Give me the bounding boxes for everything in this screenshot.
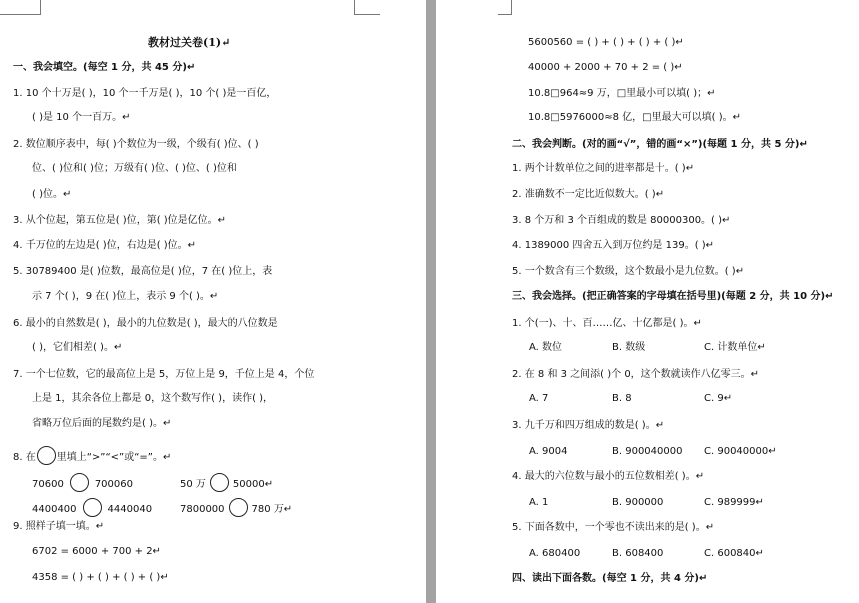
- q8-prefix: 8. 在: [13, 452, 36, 463]
- page-gutter: [426, 0, 436, 603]
- compare-row: [32, 473, 133, 492]
- choice-option-b: B. 8: [612, 393, 632, 404]
- crop-mark: [40, 0, 41, 15]
- section-heading: 一、我会填空。(每空 1 分，共 45 分)↵: [13, 62, 196, 73]
- compare-left: 50 万: [180, 479, 206, 490]
- crop-mark: [355, 14, 380, 15]
- question-line: 2. 数位顺序表中，每( )个数位为一级，个级有( )位、( ): [13, 139, 259, 150]
- right-page: [436, 0, 859, 603]
- compare-circle[interactable]: [210, 473, 229, 492]
- question-line: ( )是 10 个一百万。↵: [32, 112, 131, 123]
- section-heading: 四、读出下面各数。(每空 1 分，共 4 分)↵: [512, 573, 708, 584]
- crop-mark: [511, 0, 512, 15]
- compare-row: [180, 498, 292, 517]
- question-line: 9. 照样子填一填。↵: [13, 521, 105, 532]
- question-line: 6. 最小的自然数是( )，最小的九位数是( )，最大的八位数是: [13, 318, 278, 329]
- question-line: 4. 千万位的左边是( )位，右边是( )位。↵: [13, 240, 197, 251]
- compare-circle[interactable]: [83, 498, 102, 517]
- compare-left: 7800000: [180, 504, 225, 515]
- compare-right: 780 万↵: [251, 504, 293, 515]
- choice-question: 1. 个(一)、十、百……亿、十亿都是( )。↵: [512, 318, 702, 329]
- question-line: 3. 从个位起，第五位是( )位，第( )位是亿位。↵: [13, 215, 227, 226]
- compare-circle[interactable]: [70, 473, 89, 492]
- question-line: 省略万位后面的尾数约是( )。↵: [32, 418, 172, 429]
- crop-mark: [0, 14, 40, 15]
- judge-item: 1. 两个计数单位之间的进率都是十。( )↵: [512, 163, 695, 174]
- choice-option-b: B. 900000: [612, 497, 664, 508]
- question-line: 5600560 = ( ) + ( ) + ( ) + ( )↵: [528, 37, 684, 48]
- question-line: 10.8□5976000≈8 亿，□里最大可以填( )。↵: [528, 112, 741, 123]
- choice-option-a: A. 9004: [529, 446, 568, 457]
- compare-right: 700060: [94, 479, 133, 490]
- choice-option-a: A. 数位: [529, 342, 563, 353]
- question-line: 1. 10 个十万是( )，10 个一千万是( )，10 个( )是一百亿，: [13, 88, 277, 99]
- judge-item: 4. 1389000 四舍五入到万位约是 139。( )↵: [512, 240, 715, 251]
- compare-circle[interactable]: [229, 498, 248, 517]
- q8-instruction: 里填上“>”“<”或“=”。↵: [56, 452, 172, 463]
- crop-mark: [354, 0, 355, 15]
- choice-option-a: A. 680400: [529, 548, 581, 559]
- question-line: 5. 30789400 是( )位数，最高位是( )位，7 在( )位上，表: [13, 266, 273, 277]
- question-line: ( )位。↵: [32, 189, 72, 200]
- question-line: 4358 = ( ) + ( ) + ( ) + ( )↵: [32, 572, 169, 583]
- choice-option-a: A. 1: [529, 497, 549, 508]
- choice-option-c: C. 600840↵: [704, 548, 764, 559]
- compare-left: 4400400: [32, 504, 77, 515]
- choice-option-c: C. 90040000↵: [704, 446, 777, 457]
- choice-option-c: C. 计数单位↵: [704, 342, 766, 353]
- compare-row: [180, 473, 273, 492]
- section-heading: 三、我会选择。(把正确答案的字母填在括号里)(每题 2 分，共 10 分)↵: [512, 291, 834, 302]
- left-page: [0, 0, 426, 603]
- compare-right: 50000↵: [232, 479, 274, 490]
- choice-option-b: B. 900040000: [612, 446, 683, 457]
- question-line: 7. 一个七位数，它的最高位上是 5，万位上是 9，千位上是 4，个位: [13, 369, 315, 380]
- judge-item: 5. 一个数含有三个数级，这个数最小是九位数。( )↵: [512, 266, 745, 277]
- question-line: 示 7 个( )，9 在( )位上，表示 9 个( )。↵: [32, 291, 219, 302]
- question-line: 40000 + 2000 + 70 + 2 = ( )↵: [528, 62, 683, 73]
- judge-item: 2. 准确数不一定比近似数大。( )↵: [512, 189, 665, 200]
- compare-left: 70600: [32, 479, 64, 490]
- choice-question: 3. 九千万和四万组成的数是( )。↵: [512, 420, 665, 431]
- choice-option-a: A. 7: [529, 393, 549, 404]
- compare-circle[interactable]: [37, 446, 56, 465]
- question-line: 10.8□964≈9 万，□里最小可以填( )；↵: [528, 88, 716, 99]
- section-heading: 二、我会判断。(对的画“√”，错的画“×”)(每题 1 分，共 5 分)↵: [512, 139, 808, 150]
- choice-question: 4. 最大的六位数与最小的五位数相差( )。↵: [512, 471, 705, 482]
- question-line: 6702 = 6000 + 700 + 2↵: [32, 546, 161, 557]
- question-line: ( )，它们相差( )。↵: [32, 342, 123, 353]
- question-line: 上是 1，其余各位上都是 0，这个数写作( )，读作( )，: [32, 393, 274, 404]
- question-line: 位、( )位和( )位；万级有( )位、( )位、( )位和: [32, 163, 237, 174]
- compare-right: 4440040: [107, 504, 153, 515]
- choice-option-b: B. 608400: [612, 548, 664, 559]
- paper-title: 教材过关卷(1)↵: [148, 36, 231, 49]
- choice-question: 2. 在 8 和 3 之间添( )个 0，这个数就读作八亿零三。↵: [512, 369, 760, 380]
- judge-item: 3. 8 个万和 3 个百组成的数是 80000300。( )↵: [512, 215, 731, 226]
- question-8: [13, 446, 171, 465]
- choice-question: 5. 下面各数中，一个零也不读出来的是( )。↵: [512, 522, 715, 533]
- choice-option-c: C. 9↵: [704, 393, 733, 404]
- compare-row: [32, 498, 152, 517]
- choice-option-b: B. 数级: [612, 342, 646, 353]
- crop-mark: [498, 14, 511, 15]
- choice-option-c: C. 989999↵: [704, 497, 764, 508]
